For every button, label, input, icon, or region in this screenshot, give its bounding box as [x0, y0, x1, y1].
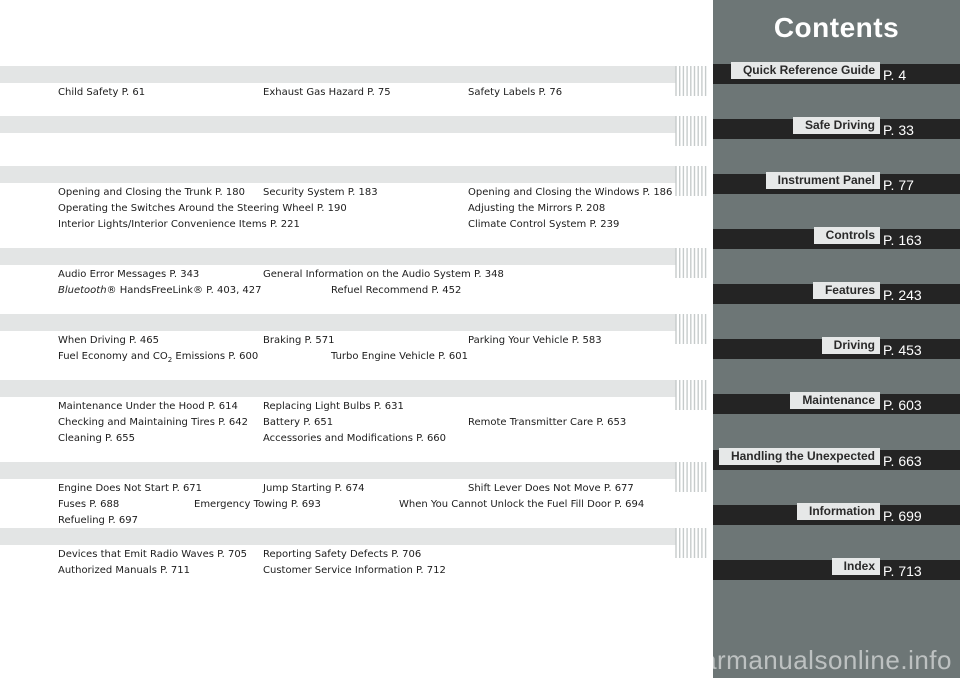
section-band	[0, 528, 676, 545]
chapter-tab[interactable]	[713, 229, 960, 249]
section-stripes	[674, 116, 710, 148]
section-band	[0, 166, 676, 183]
toc-link[interactable]: Climate Control System P. 239	[468, 219, 620, 230]
chapter-tab[interactable]	[713, 284, 960, 304]
chapter-tab-page: P. 4	[883, 67, 907, 83]
toc-link[interactable]: Operating the Switches Around the Steering Wheel P. 190	[58, 203, 347, 214]
toc-link[interactable]: Bluetooth® HandsFreeLink® P. 403, 427	[58, 285, 262, 296]
chapter-tab-label: Index	[832, 558, 880, 575]
section-stripes	[674, 314, 710, 346]
chapter-tab-page: P. 663	[883, 453, 922, 469]
section-band	[0, 66, 676, 83]
chapter-tab-label: Safe Driving	[793, 117, 880, 134]
section-band	[0, 380, 676, 397]
chapter-tab-label: Information	[797, 503, 880, 520]
chapter-tab[interactable]	[713, 560, 960, 580]
toc-link[interactable]: Child Safety P. 61	[58, 87, 146, 98]
section-band	[0, 116, 676, 133]
toc-link[interactable]: Opening and Closing the Windows P. 186	[468, 187, 673, 198]
toc-link[interactable]: Interior Lights/Interior Convenience Items P. 221	[58, 219, 300, 230]
toc-link[interactable]: Devices that Emit Radio Waves P. 705	[58, 549, 248, 560]
toc-link[interactable]: Adjusting the Mirrors P. 208	[468, 203, 606, 214]
section-stripes	[674, 66, 710, 98]
toc-link[interactable]: Accessories and Modifications P. 660	[263, 433, 447, 444]
chapter-tab-page: P. 163	[883, 232, 922, 248]
toc-link[interactable]: Cleaning P. 655	[58, 433, 135, 444]
chapter-tab-label: Features	[813, 282, 880, 299]
toc-link[interactable]: When You Cannot Unlock the Fuel Fill Door P. 694	[399, 499, 645, 510]
section-stripes	[674, 166, 710, 198]
toc-link[interactable]: Parking Your Vehicle P. 583	[468, 335, 602, 346]
toc-link[interactable]: Customer Service Information P. 712	[263, 565, 446, 576]
toc-link[interactable]: Battery P. 651	[263, 417, 334, 428]
watermark: carmanualsonline.info	[688, 645, 952, 675]
chapter-tab[interactable]	[713, 119, 960, 139]
section-stripes	[674, 528, 710, 560]
chapter-tab-page: P. 33	[883, 122, 914, 138]
toc-link[interactable]: Replacing Light Bulbs P. 631	[263, 401, 404, 412]
toc-link[interactable]: Braking P. 571	[263, 335, 335, 346]
chapter-tab[interactable]	[713, 339, 960, 359]
page-title: Contents	[773, 12, 900, 43]
section-band	[0, 248, 676, 265]
toc-link[interactable]: Refueling P. 697	[58, 515, 138, 526]
section-band	[0, 314, 676, 331]
toc-link[interactable]: Maintenance Under the Hood P. 614	[58, 401, 238, 412]
chapter-tab[interactable]	[713, 64, 960, 84]
chapter-tab-page: P. 77	[883, 177, 914, 193]
chapter-tab-label: Instrument Panel	[766, 172, 880, 189]
section-stripes	[674, 462, 710, 494]
toc-link[interactable]: Authorized Manuals P. 711	[58, 565, 191, 576]
toc-link[interactable]: When Driving P. 465	[58, 335, 159, 346]
toc-link[interactable]: Safety Labels P. 76	[468, 87, 563, 98]
toc-link[interactable]: Exhaust Gas Hazard P. 75	[263, 87, 391, 98]
chapter-tab-label: Controls	[814, 227, 880, 244]
toc-link[interactable]: Reporting Safety Defects P. 706	[263, 549, 422, 560]
chapter-tab-page: P. 243	[883, 287, 922, 303]
toc-link[interactable]: Refuel Recommend P. 452	[331, 285, 462, 296]
chapter-tab-page: P. 699	[883, 508, 922, 524]
section-band	[0, 462, 676, 479]
chapter-tab[interactable]	[713, 394, 960, 414]
toc-link[interactable]: General Information on the Audio System P. 348	[263, 269, 504, 280]
chapter-tab[interactable]	[713, 505, 960, 525]
toc-link[interactable]: Remote Transmitter Care P. 653	[468, 417, 627, 428]
chapter-tab-label: Handling the Unexpected	[719, 448, 880, 465]
toc-link[interactable]: Shift Lever Does Not Move P. 677	[468, 483, 634, 494]
toc-link[interactable]: Opening and Closing the Trunk P. 180	[58, 187, 245, 198]
toc-link[interactable]: Fuel Economy and $CO_2$ Emissions P. 600	[58, 351, 259, 364]
toc-link[interactable]: Emergency Towing P. 693	[194, 499, 321, 510]
toc-link[interactable]: Turbo Engine Vehicle P. 601	[331, 351, 468, 362]
toc-link[interactable]: Engine Does Not Start P. 671	[58, 483, 203, 494]
toc-link[interactable]: Fuses P. 688	[58, 499, 120, 510]
section-stripes	[674, 380, 710, 412]
toc-link[interactable]: Security System P. 183	[263, 187, 378, 198]
chapter-tab[interactable]	[713, 174, 960, 194]
chapter-tab[interactable]	[713, 450, 960, 470]
chapter-tab-page: P. 603	[883, 397, 922, 413]
section-stripes	[674, 248, 710, 280]
toc-link[interactable]: Jump Starting P. 674	[263, 483, 365, 494]
toc-link[interactable]: Audio Error Messages P. 343	[58, 269, 200, 280]
chapter-tab-label: Quick Reference Guide	[731, 62, 880, 79]
chapter-tab-label: Driving	[822, 337, 880, 354]
chapter-tab-page: P. 713	[883, 563, 922, 579]
chapter-tab-label: Maintenance	[790, 392, 880, 409]
toc-link[interactable]: Checking and Maintaining Tires P. 642	[58, 417, 249, 428]
chapter-tab-page: P. 453	[883, 342, 922, 358]
